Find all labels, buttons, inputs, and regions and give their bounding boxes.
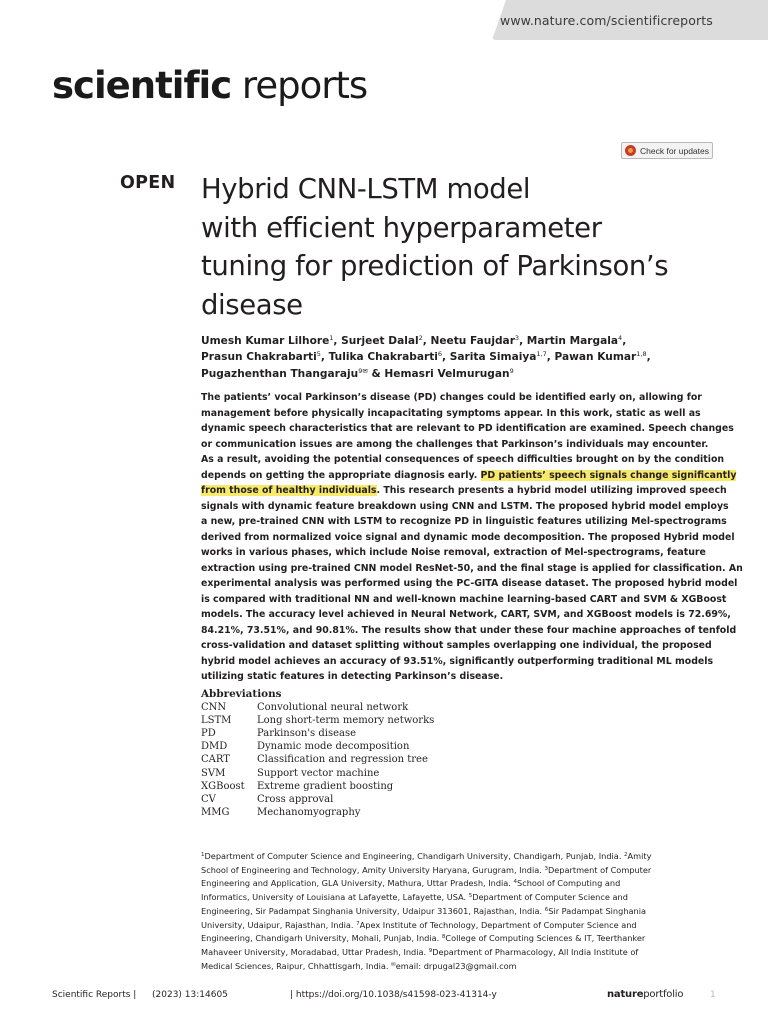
author[interactable]: Umesh Kumar Lilhore: [201, 335, 330, 347]
abbreviation-row: [201, 727, 501, 740]
affiliation-line: [201, 960, 715, 974]
separator: ,: [622, 335, 627, 347]
affil-ref: 1: [329, 334, 334, 342]
abbreviation-definition: Long short-term memory networks: [257, 715, 435, 727]
affil-number: 6: [544, 906, 549, 913]
affil-text: Mahaveer University, Moradabad, Uttar Pradesh, India.: [201, 946, 429, 957]
affil-number: 7: [356, 920, 360, 927]
abbreviation-definition: Support vector machine: [257, 767, 380, 779]
affil-text: University, Udaipur, Rajasthan, India.: [201, 919, 357, 930]
author[interactable]: , Neetu Faujdar: [422, 335, 515, 347]
abstract-line: 84.21%, 73.51%, and 90.81%. The results show that under these four machine approaches of tenfold: [201, 624, 737, 636]
title-line: Hybrid CNN-LSTM model: [201, 173, 531, 205]
affil-number: 3: [544, 865, 548, 872]
abbreviation-term: XGBoost: [201, 780, 245, 792]
open-access-label: OPEN: [120, 173, 176, 193]
affiliations: [201, 850, 715, 973]
abbreviation-term: PD: [201, 728, 216, 740]
author[interactable]: , Surjeet Dalal: [333, 335, 419, 347]
author-list: [201, 333, 721, 382]
affil-text: Engineering, Sir Padampat Singhania University, Udaipur 313601, Rajasthan, India.: [201, 905, 545, 916]
affil-number: 5: [468, 893, 473, 900]
abbreviations-section: [201, 688, 501, 819]
abbreviation-row: [201, 753, 501, 766]
abbreviation-term: SVM: [201, 767, 226, 779]
abbreviation-definition: Dynamic mode decomposition: [257, 741, 410, 753]
footer-journal: Scientific Reports |: [52, 990, 137, 1000]
affil-text: Department of Computer Science and: [472, 892, 628, 903]
abstract-line: [201, 483, 727, 499]
abstract-line: cross-validation and dataset splitting without samples overlapping one individual, the proposed: [201, 640, 712, 651]
journal-logo: [52, 64, 367, 107]
affiliation-line: [201, 919, 715, 933]
abbreviation-definition: Parkinson's disease: [257, 728, 357, 740]
crossmark-icon: [625, 145, 636, 156]
affil-text: Medical Sciences, Raipur, Chhattisgarh, India.: [201, 960, 392, 971]
abbreviation-row: [201, 740, 501, 753]
author[interactable]: , Martin Margala: [519, 335, 619, 347]
abbreviation-row: [201, 793, 501, 806]
journal-url[interactable]: www.nature.com/scientificreports: [500, 13, 713, 28]
abstract-line: management before physically incapacitating symptoms appear. In this work, static as well as: [201, 407, 701, 419]
affil-text: Engineering and Application, GLA University, Mathura, Uttar Pradesh, India.: [201, 878, 514, 889]
footer-volume: (2023) 13:14605: [152, 990, 228, 1000]
abstract-line: a new, pre-trained CNN with LSTM to recognize PD in linguistic features utilizing Mel-spectrograms: [201, 516, 727, 527]
affil-ref: 4: [618, 334, 623, 342]
footer-doi-link[interactable]: | https://doi.org/10.1038/s41598-023-41314-y: [290, 990, 497, 1000]
affil-ref: 6: [437, 350, 443, 359]
abstract-line: models. The accuracy level achieved in Neural Network, CART, SVM, and XGBoost models is 72.69%,: [201, 609, 731, 620]
check-for-updates-button[interactable]: [621, 142, 713, 159]
title-line: with efficient hyperparameter: [201, 211, 602, 244]
page-footer: [52, 990, 716, 1006]
affil-text: Department of Pharmacology, All India Institute of: [432, 946, 639, 957]
author[interactable]: , Pawan Kumar: [546, 351, 637, 364]
affil-ref: 1,7: [536, 350, 547, 359]
affil-text: Informatics, University of Louisiana at Lafayette, Lafayette, USA.: [201, 892, 469, 903]
abstract-line: The patients’ vocal Parkinson’s disease (PD) changes could be identified early on, allowing for: [201, 392, 702, 403]
abbreviation-row: [201, 767, 501, 780]
abstract: [201, 390, 743, 685]
abbreviations-list: [201, 701, 501, 819]
abbreviation-term: CART: [201, 754, 230, 766]
affil-text: College of Computing Sciences & IT, Teerthanker: [445, 933, 646, 944]
abstract-line: dynamic speech characteristics that are relevant to PD identification are examined. Speech changes: [201, 423, 734, 434]
abstract-line: [201, 468, 737, 484]
separator: ,: [646, 351, 651, 364]
article-title: [201, 170, 721, 324]
affil-text: Apex Institute of Technology, Department of Computer Science and: [359, 919, 637, 930]
abbreviation-term: MMG: [201, 806, 230, 818]
nature-portfolio-logo: [607, 989, 683, 1000]
affil-ref: 5: [316, 350, 321, 359]
email-icon: ✉: [391, 961, 396, 968]
affil-number: 9: [428, 947, 433, 954]
abstract-line: utilizing static features in detecting Parkinson’s disease.: [201, 671, 504, 682]
abbreviation-definition: Extreme gradient boosting: [257, 780, 394, 792]
author[interactable]: & Hemasri Velmurugan: [367, 367, 510, 380]
affiliation-line: [201, 877, 715, 891]
affil-number: 2: [624, 852, 628, 858]
affiliation-line: [201, 905, 715, 919]
brand-rest: portfolio: [643, 989, 684, 1000]
abbreviation-row: [201, 806, 501, 819]
abbreviation-row: [201, 701, 501, 714]
abbreviation-row: [201, 714, 501, 727]
abbreviation-definition: Convolutional neural network: [257, 702, 409, 714]
title-line: disease: [201, 288, 303, 321]
affil-text: Sir Padampat Singhania: [548, 905, 647, 916]
highlighted-text: PD patients’ speech signals change significantly: [480, 469, 737, 481]
abbreviations-heading: Abbreviations: [201, 688, 282, 700]
author-line: [201, 366, 721, 382]
affil-text: School of Computing and: [517, 878, 621, 889]
abbreviation-term: DMD: [201, 741, 228, 753]
abbreviation-term: CV: [201, 793, 216, 805]
author-line: [201, 333, 721, 349]
author[interactable]: Pugazhenthan Thangaraju: [201, 367, 359, 380]
journal-name-light: reports: [231, 64, 368, 107]
abbreviation-definition: Mechanomyography: [257, 806, 361, 818]
abstract-line: works in various phases, which include Noise removal, extraction of Mel-spectrograms, feature: [201, 547, 706, 558]
affil-ref: 9✉: [358, 366, 368, 375]
affil-ref: 9: [509, 366, 514, 375]
affiliation-line: [201, 891, 715, 905]
brand-bold: nature: [607, 989, 644, 1000]
affil-text: Department of Computer: [547, 864, 652, 875]
affil-ref: 2: [418, 334, 423, 342]
abstract-line: is compared with traditional NN and well-known machine learning-based CART and SVM & XGBoost: [201, 593, 727, 605]
affil-ref: 1,8: [636, 350, 647, 359]
journal-name-bold: scientific: [52, 64, 232, 107]
abstract-line: or communication issues are among the challenges that Parkinson’s individuals may encounter.: [201, 438, 709, 450]
abbreviation-definition: Classification and regression tree: [257, 754, 428, 766]
affiliation-line: [201, 864, 715, 878]
abstract-text: . This research presents a hybrid model utilizing improved speech: [376, 485, 727, 496]
title-line: tuning for prediction of Parkinson’s: [201, 250, 669, 282]
abbreviation-row: [201, 780, 501, 793]
correspondence-email[interactable]: email: drpugal23@gmail.com: [395, 960, 517, 971]
abstract-line: extraction using pre-trained CNN model ResNet-50, and the final stage is applied for classification. An: [201, 562, 743, 574]
affiliation-line: [201, 850, 715, 864]
affil-text: Department of Computer Science and Engineering, Chandigarh University, Chandigarh, Punjab, India.: [204, 851, 625, 861]
author[interactable]: Prasun Chakrabarti: [201, 351, 317, 364]
affil-text: School of Engineering and Technology, Amity University Haryana, Gurugram, India.: [201, 864, 545, 875]
abstract-line: As a result, avoiding the potential consequences of speech difficulties brought on by the condition: [201, 454, 725, 465]
affiliation-line: [201, 946, 715, 960]
abbreviation-definition: Cross approval: [257, 793, 334, 805]
author[interactable]: , Tulika Chakrabarti: [320, 351, 438, 364]
abbreviation-term: CNN: [201, 702, 227, 714]
abstract-line: signals with dynamic feature breakdown using CNN and LSTM. The proposed hybrid model employs: [201, 500, 729, 512]
author-line: [201, 349, 721, 365]
highlighted-text: from those of healthy individuals: [201, 485, 377, 496]
abstract-line: experimental analysis was performed using the PC-GITA disease dataset. The proposed hybrid model: [201, 578, 738, 589]
affil-number: 1: [201, 852, 205, 858]
affil-ref: 3: [514, 334, 520, 342]
abbreviation-term: LSTM: [201, 715, 232, 727]
author[interactable]: , Sarita Simaiya: [442, 351, 537, 364]
abstract-line: derived from normalized voice signal and dynamic mode decomposition. The proposed Hybrid model: [201, 531, 735, 543]
page-number: 1: [710, 990, 716, 1000]
affil-number: 8: [441, 934, 446, 941]
abstract-text: depends on getting the appropriate diagnosis early.: [201, 469, 481, 481]
affiliation-line: [201, 932, 715, 946]
affil-number: 4: [513, 879, 518, 886]
check-for-updates-label: Check for updates: [640, 145, 709, 156]
abstract-line: hybrid model achieves an accuracy of 93.51%, significantly outperforming traditional ML models: [201, 655, 714, 667]
affil-text: Engineering, Chandigarh University, Mohali, Punjab, India.: [201, 933, 442, 944]
affil-text: Amity: [627, 851, 652, 861]
